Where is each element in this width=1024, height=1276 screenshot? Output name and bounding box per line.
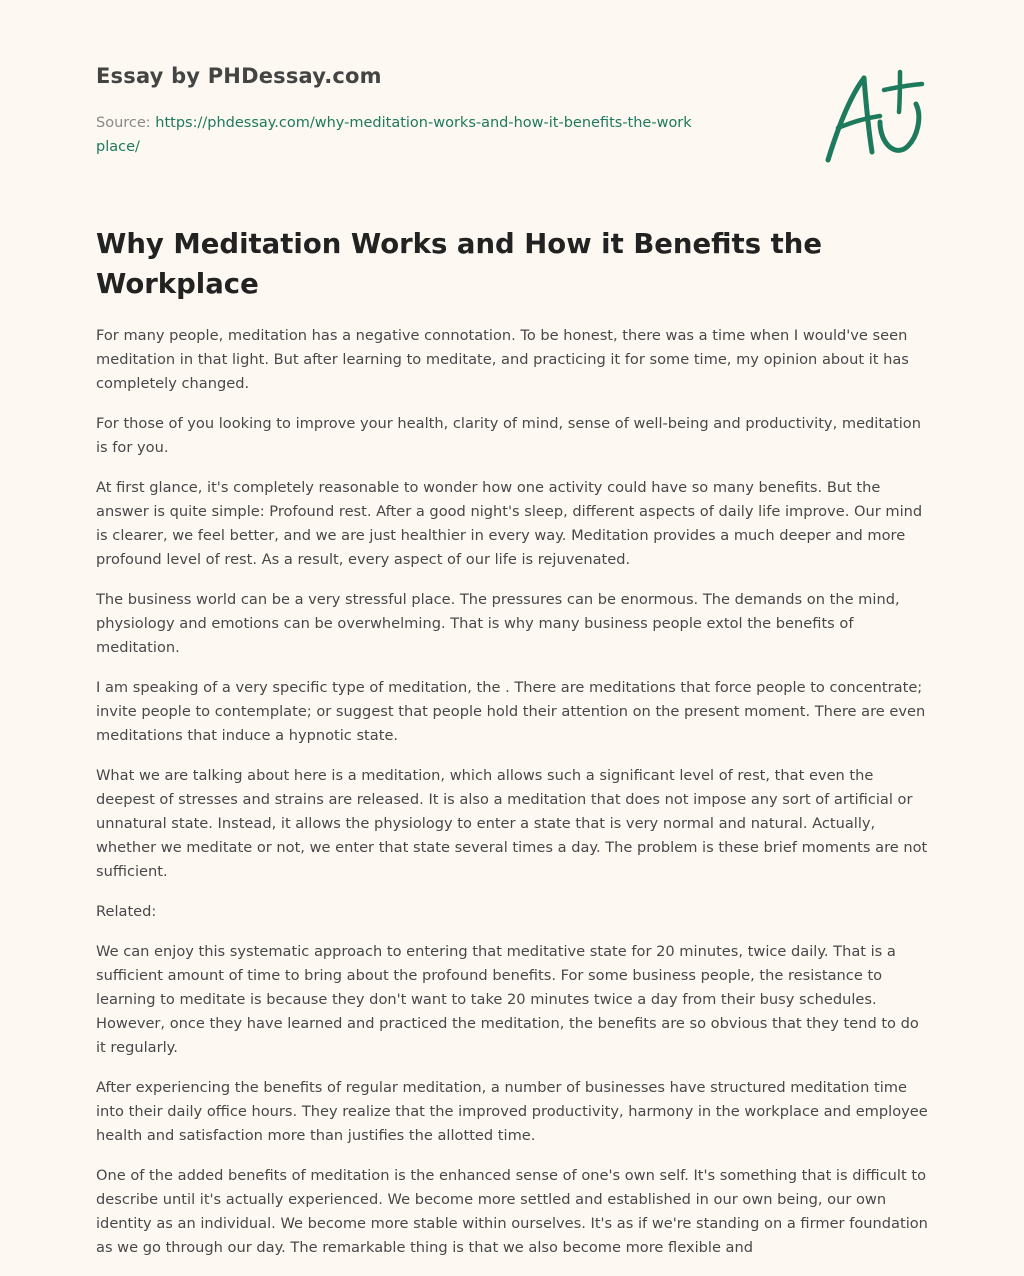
related-label: Related: <box>96 903 157 920</box>
essay-title: Why Meditation Works and How it Benefits the Workplace <box>96 228 823 300</box>
essay-paragraph: At first glance, it's completely reasonable to wonder how one activity could have so many benefits. But the answer is quite simple: Profound rest. After a good night's sleep, different aspects of daily life improve. Our mind is clearer, we feel better, and we are just healthier in every way. Meditation provides a much deeper and more profound level of rest. As a result, every aspect of our life is rejuvenated. <box>96 479 923 568</box>
essay-body <box>96 324 932 1276</box>
essay-paragraph: I am speaking of a very specific type of meditation, the . There are meditations that force people to concentrate; invite people to contemplate; or suggest that people hold their attention on the present moment. There are even meditations that induce a hypnotic state. <box>96 679 926 744</box>
essay-paragraph: For those of you looking to improve your health, clarity of mind, sense of well-being and productivity, meditation is for you. <box>96 415 921 456</box>
essay-paragraph: One of the added benefits of meditation is the enhanced sense of one's own self. It's something that is difficult to describe until it's actually experienced. We become more settled and established in our own being, our own identity as an individual. We become more stable within ourselves. It's as if we're standing on a firmer foundation as we go through our day. The remarkable thing is that we also become more flexible and <box>96 1167 928 1256</box>
source-link[interactable]: https://phdessay.com/why-meditation-works-and-how-it-benefits-the-workplace/ <box>96 115 692 155</box>
source-label: Source: <box>96 115 151 131</box>
essay-paragraph: After experiencing the benefits of regular meditation, a number of businesses have structured meditation time into their daily office hours. They realize that the improved productivity, harmony in the workplace and employee health and satisfaction more than justifies the allotted time. <box>96 1079 928 1144</box>
source-line <box>96 111 696 159</box>
essay-paragraph: What we are talking about here is a meditation, which allows such a significant level of rest, that even the deepest of stresses and strains are released. It is also a meditation that does not impose any sort of artificial or unnatural state. Instead, it allows the physiology to enter a state that is very normal and natural. Actually, whether we meditate or not, we enter that state several times a day. The problem is these brief moments are not sufficient. <box>96 767 928 880</box>
site-title: Essay by PHDessay.com <box>96 64 382 88</box>
a-plus-logo-icon <box>818 64 928 166</box>
essay-paragraph: We can enjoy this systematic approach to entering that meditative state for 20 minutes, twice daily. That is a sufficient amount of time to bring about the profound benefits. For some business people, the resistance to learning to meditate is because they don't want to take 20 minutes twice a day from their busy schedules. However, once they have learned and practiced the meditation, the benefits are so obvious that they tend to do it regularly. <box>96 943 919 1056</box>
essay-paragraph: For many people, meditation has a negative connotation. To be honest, there was a time when I would've seen meditation in that light. But after learning to meditate, and practicing it for some time, my opinion about it has completely changed. <box>96 327 909 392</box>
essay-paragraph: The business world can be a very stressful place. The pressures can be enormous. The demands on the mind, physiology and emotions can be overwhelming. That is why many business people extol the benefits of meditation. <box>96 591 900 656</box>
